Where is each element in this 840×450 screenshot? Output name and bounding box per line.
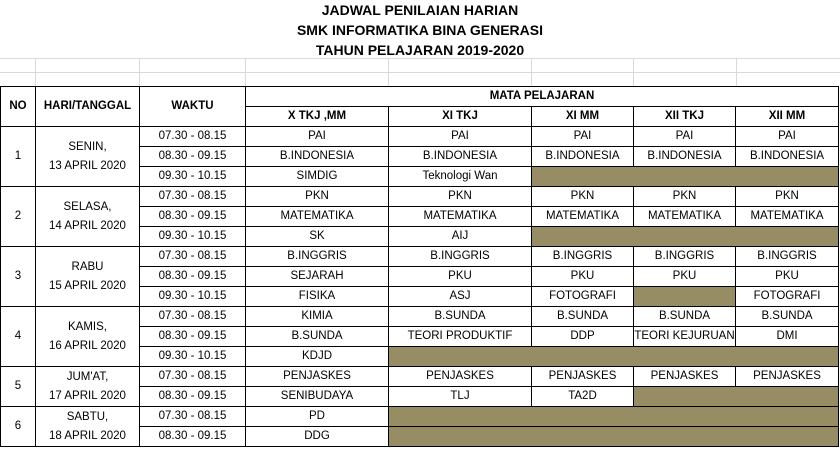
subject-cell: Teknologi Wan: [389, 167, 532, 187]
header-class-xi-tkj: XI TKJ: [389, 107, 532, 127]
table-row: [1, 307, 839, 327]
time-slot: 08.30 - 09.15: [140, 427, 246, 447]
time-slot: 07.30 - 08.15: [140, 367, 246, 387]
grid-line: [245, 58, 246, 86]
subject-cell: PENJASKES: [532, 367, 634, 387]
subject-cell: B.INDONESIA: [736, 147, 839, 167]
subject-cell: PKU: [634, 267, 736, 287]
subject-cell: MATEMATIKA: [246, 207, 389, 227]
subject-cell: B.INGGRIS: [634, 247, 736, 267]
time-slot: 09.30 - 10.15: [140, 287, 246, 307]
subject-cell: PKU: [532, 267, 634, 287]
day-date: 14 APRIL 2020: [49, 219, 126, 232]
grid-line: [0, 72, 840, 73]
academic-year: TAHUN PELAJARAN 2019-2020: [315, 42, 525, 58]
subject-cell: PKU: [389, 267, 532, 287]
subject-cell: PAI: [634, 127, 736, 147]
grid-line: [633, 58, 634, 86]
subject-cell: KIMIA: [246, 307, 389, 327]
subject-cell: MATEMATIKA: [389, 207, 532, 227]
day-name: KAMIS,: [68, 320, 107, 333]
day-date-cell: [36, 187, 140, 247]
subject-cell: B.INDONESIA: [389, 147, 532, 167]
header-time: WAKTU: [140, 87, 246, 127]
subject-cell: B.INGGRIS: [389, 247, 532, 267]
subject-cell: B.INDONESIA: [634, 147, 736, 167]
subject-cell: FOTOGRAFI: [532, 287, 634, 307]
subject-cell: B.INGGRIS: [246, 247, 389, 267]
day-date-cell: [36, 247, 140, 307]
doc-title: JADWAL PENILAIAN HARIAN: [321, 2, 519, 18]
time-slot: 09.30 - 10.15: [140, 167, 246, 187]
empty-slot-fill: [634, 387, 839, 407]
subject-cell: PENJASKES: [389, 367, 532, 387]
time-slot: 07.30 - 08.15: [140, 187, 246, 207]
day-date-cell: [36, 367, 140, 407]
subject-cell: SENIBUDAYA: [246, 387, 389, 407]
empty-slot-fill: [389, 407, 839, 427]
day-date-cell: [36, 407, 140, 447]
day-name: SABTU,: [66, 410, 109, 423]
day-date: 18 APRIL 2020: [49, 429, 126, 442]
subject-cell: KDJD: [246, 347, 389, 367]
day-name: JUM'AT,: [66, 370, 109, 383]
grid-line: [35, 58, 36, 86]
header-no: NO: [1, 87, 36, 127]
subject-cell: MATEMATIKA: [634, 207, 736, 227]
subject-cell: SEJARAH: [246, 267, 389, 287]
time-slot: 09.30 - 10.15: [140, 347, 246, 367]
time-slot: 07.30 - 08.15: [140, 407, 246, 427]
subject-cell: TA2D: [532, 387, 634, 407]
day-date: 15 APRIL 2020: [49, 279, 126, 292]
schedule-table: [0, 86, 839, 447]
time-slot: 07.30 - 08.15: [140, 127, 246, 147]
day-name: SELASA,: [63, 200, 112, 213]
subject-cell: B.INDONESIA: [532, 147, 634, 167]
header-class-xi-mm: XI MM: [532, 107, 634, 127]
empty-slot-fill: [532, 167, 839, 187]
table-row: [1, 187, 839, 207]
time-slot: 08.30 - 09.15: [140, 147, 246, 167]
table-row: [1, 247, 839, 267]
table-row: [1, 407, 839, 427]
subject-cell: DDP: [532, 327, 634, 347]
header-class-xii-tkj: XII TKJ: [634, 107, 736, 127]
time-slot: 08.30 - 09.15: [140, 267, 246, 287]
subject-cell: B.SUNDA: [389, 307, 532, 327]
subject-cell: PKN: [389, 187, 532, 207]
subject-cell: B.SUNDA: [532, 307, 634, 327]
school-name: SMK INFORMATIKA BINA GENERASI: [296, 22, 544, 38]
grid-line: [139, 58, 140, 86]
day-date-cell: [36, 307, 140, 367]
subject-cell: TLJ: [389, 387, 532, 407]
empty-slot-fill: [389, 427, 839, 447]
subject-cell: PAI: [246, 127, 389, 147]
grid-line: [388, 58, 389, 86]
subject-cell: FOTOGRAFI: [736, 287, 839, 307]
grid-line: [736, 58, 737, 86]
table-row: [1, 367, 839, 387]
time-slot: 07.30 - 08.15: [140, 307, 246, 327]
subject-cell: PKN: [246, 187, 389, 207]
subject-cell: TEORI PRODUKTIF: [389, 327, 532, 347]
subject-cell: SK: [246, 227, 389, 247]
header-class-x-tkj-mm: X TKJ ,MM: [246, 107, 389, 127]
day-number: 6: [1, 407, 36, 447]
subject-cell: PAI: [532, 127, 634, 147]
subject-cell: PKN: [634, 187, 736, 207]
subject-cell: MATEMATIKA: [532, 207, 634, 227]
time-slot: 08.30 - 09.15: [140, 207, 246, 227]
subject-cell: PAI: [389, 127, 532, 147]
day-number: 1: [1, 127, 36, 187]
day-date: 13 APRIL 2020: [49, 159, 126, 172]
grid-line: [531, 58, 532, 86]
subject-cell: PD: [246, 407, 389, 427]
subject-cell: B.INGGRIS: [736, 247, 839, 267]
subject-cell: SIMDIG: [246, 167, 389, 187]
empty-slot-fill: [634, 287, 736, 307]
subject-cell: AIJ: [389, 227, 532, 247]
subject-cell: B.SUNDA: [634, 307, 736, 327]
subject-cell: B.SUNDA: [246, 327, 389, 347]
day-number: 5: [1, 367, 36, 407]
empty-slot-fill: [389, 347, 839, 367]
time-slot: 08.30 - 09.15: [140, 327, 246, 347]
day-date-cell: [36, 127, 140, 187]
day-number: 2: [1, 187, 36, 247]
day-name: RABU: [71, 260, 104, 273]
table-row: [1, 127, 839, 147]
day-number: 3: [1, 247, 36, 307]
header-day: HARI/TANGGAL: [36, 87, 140, 127]
subject-cell: ASJ: [389, 287, 532, 307]
day-date: 16 APRIL 2020: [49, 339, 126, 352]
subject-cell: PKN: [532, 187, 634, 207]
subject-cell: PKN: [736, 187, 839, 207]
subject-cell: B.SUNDA: [736, 307, 839, 327]
subject-cell: PAI: [736, 127, 839, 147]
subject-cell: TEORI KEJURUAN: [634, 327, 736, 347]
header-mata-pelajaran: MATA PELAJARAN: [246, 87, 839, 107]
time-slot: 07.30 - 08.15: [140, 247, 246, 267]
subject-cell: PENJASKES: [634, 367, 736, 387]
schedule-body: [1, 127, 839, 447]
time-slot: 08.30 - 09.15: [140, 387, 246, 407]
subject-cell: DMI: [736, 327, 839, 347]
header-class-xii-mm: XII MM: [736, 107, 839, 127]
subject-cell: PKU: [736, 267, 839, 287]
subject-cell: FISIKA: [246, 287, 389, 307]
subject-cell: MATEMATIKA: [736, 207, 839, 227]
subject-cell: DDG: [246, 427, 389, 447]
subject-cell: B.INDONESIA: [246, 147, 389, 167]
day-date: 17 APRIL 2020: [49, 389, 126, 402]
day-name: SENIN,: [68, 140, 107, 153]
time-slot: 09.30 - 10.15: [140, 227, 246, 247]
day-number: 4: [1, 307, 36, 367]
subject-cell: B.INGGRIS: [532, 247, 634, 267]
empty-slot-fill: [532, 227, 839, 247]
subject-cell: PENJASKES: [736, 367, 839, 387]
subject-cell: PENJASKES: [246, 367, 389, 387]
